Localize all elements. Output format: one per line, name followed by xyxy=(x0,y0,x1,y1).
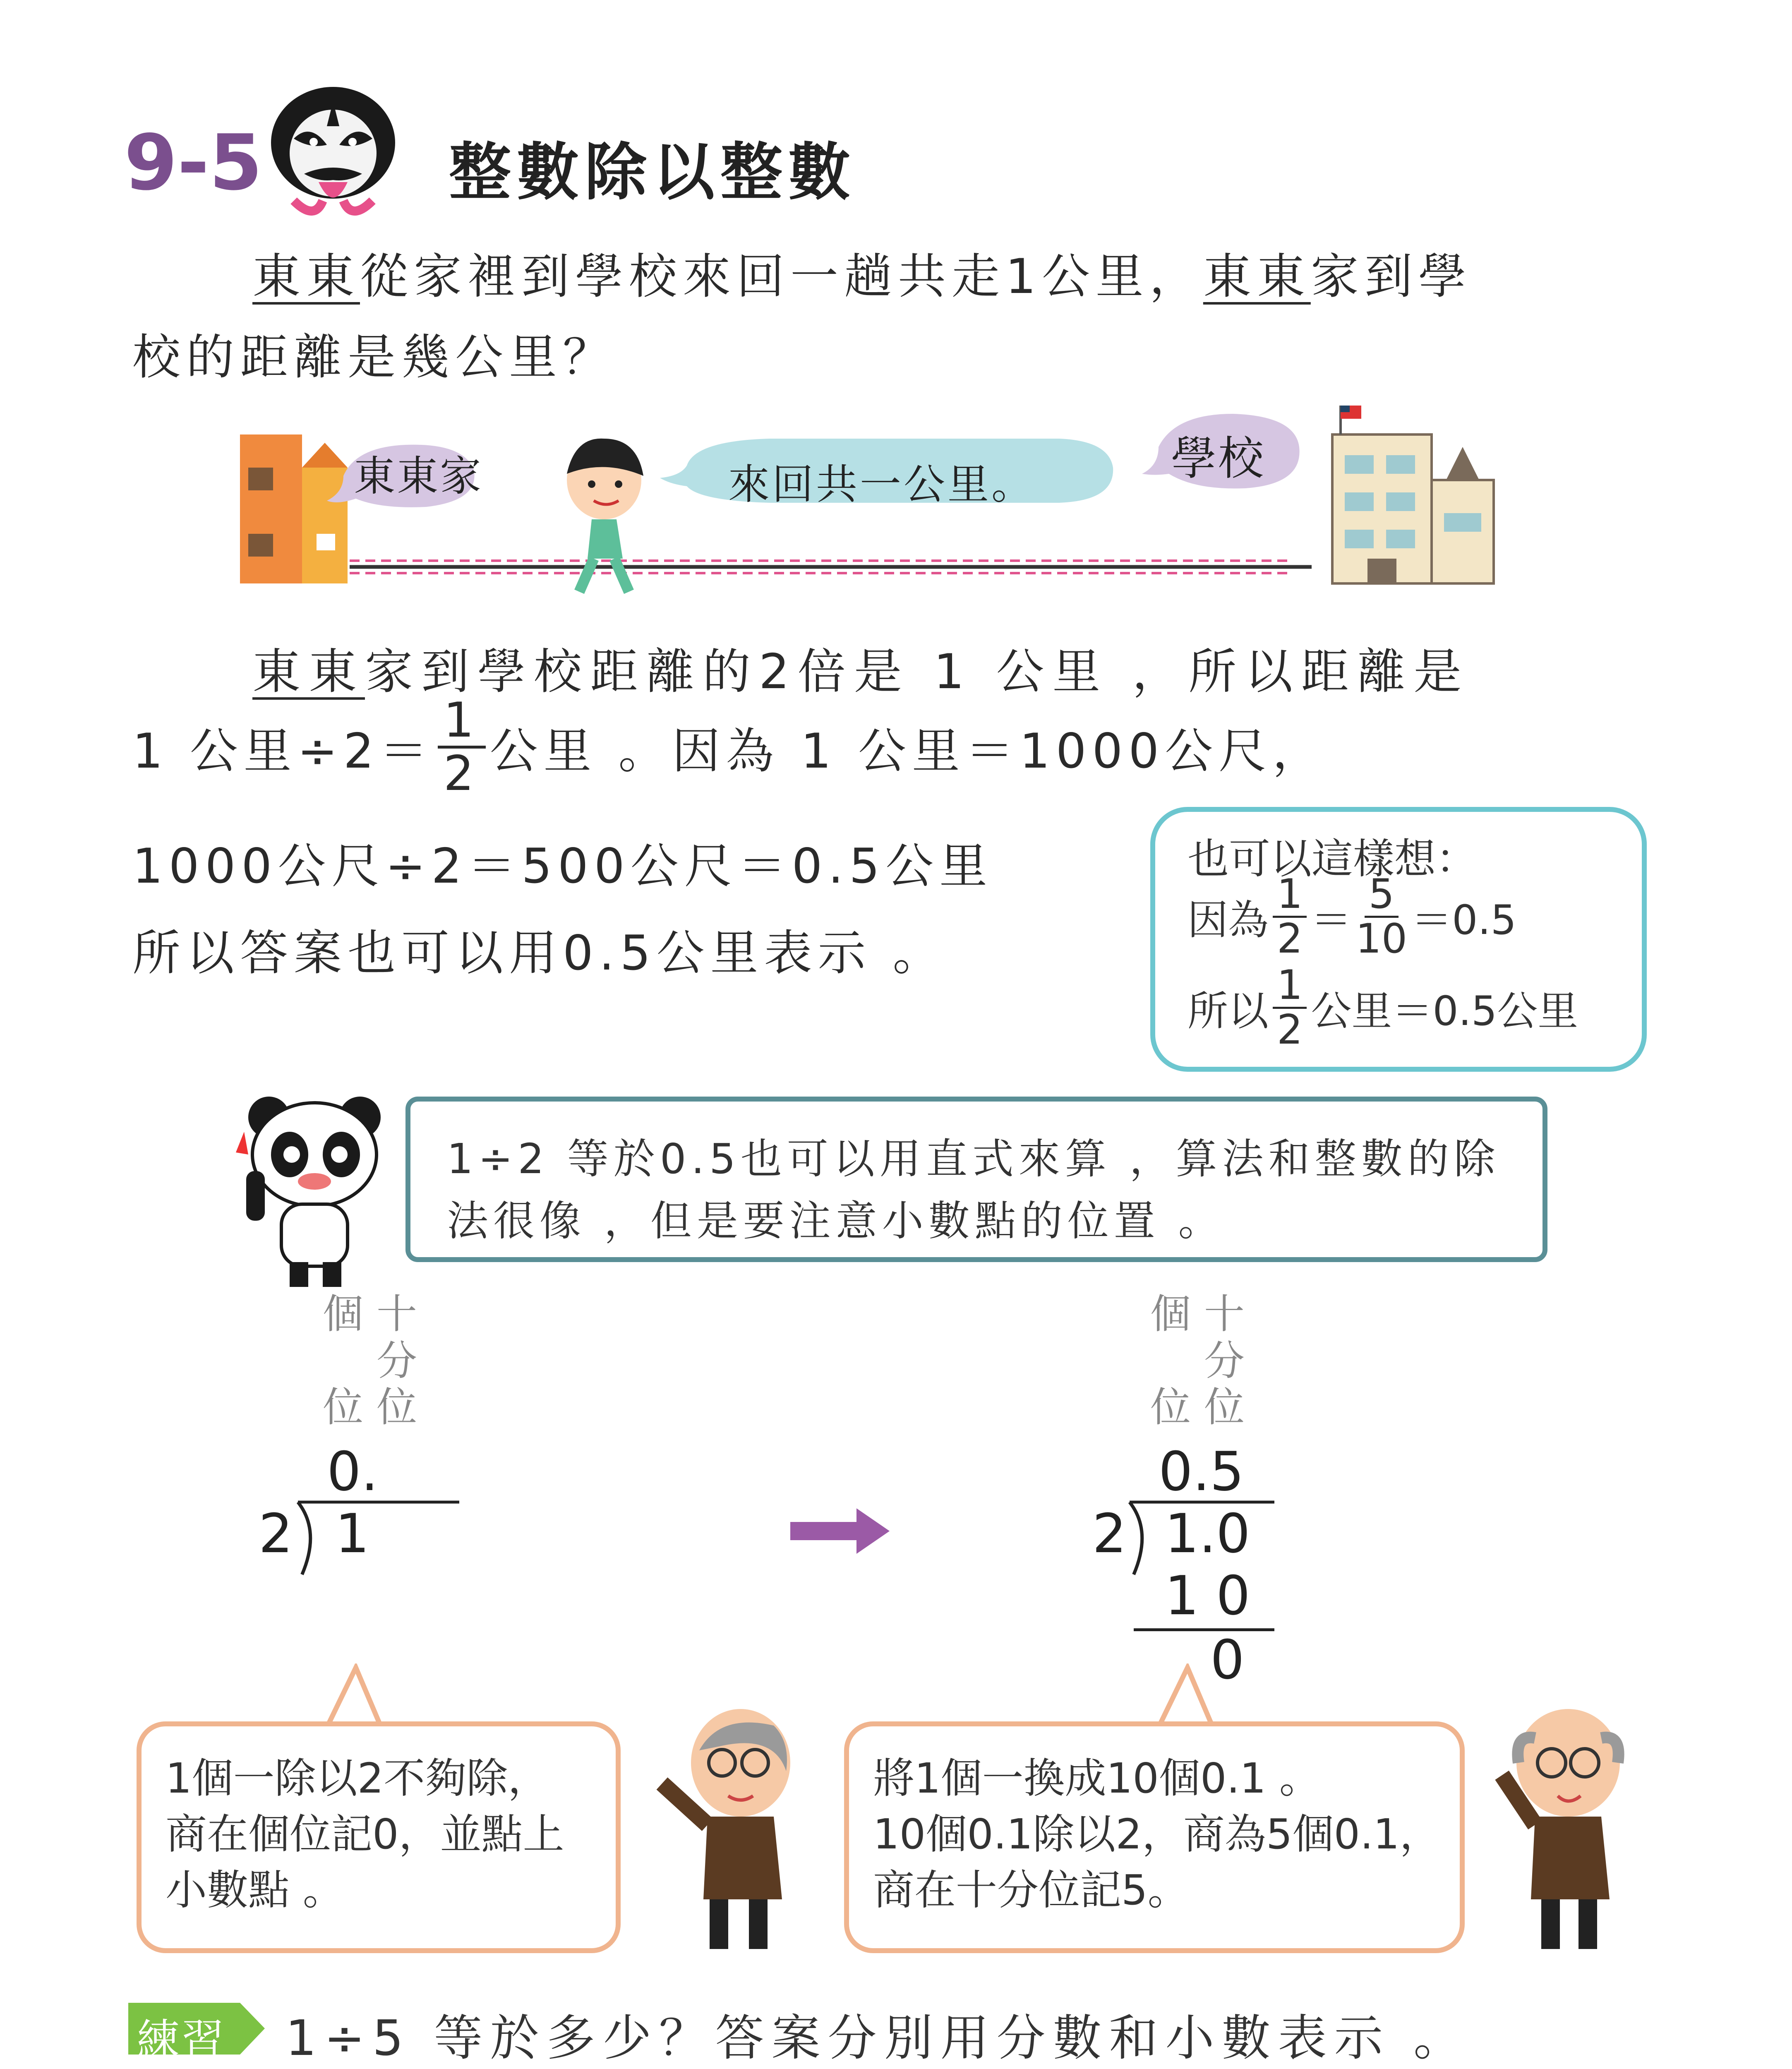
panda-icon xyxy=(223,1092,414,1291)
quotient: 0.5 xyxy=(1159,1440,1244,1503)
school-bubble-text: 學校 xyxy=(1171,432,1265,485)
practice-tag-label: 練習 xyxy=(137,2015,226,2065)
explanation-text: 公里 。因為 1 公里＝1000公尺， xyxy=(489,723,1327,779)
kid-bubble-text: 來回共一公里。 xyxy=(728,460,1035,509)
problem-text: 從家裡到學校來回一趟共走 xyxy=(360,249,1005,305)
fraction-denominator: 2 xyxy=(1277,915,1303,962)
place-label-tenths: 十 分 位 xyxy=(377,1291,417,1431)
place-label-tenths: 十 分 位 xyxy=(1204,1291,1245,1431)
fraction-numerator: 1 xyxy=(438,695,486,749)
grandpa-waving-icon xyxy=(1473,1701,1663,1957)
practice-question: 1÷5 等於多少？答案分別用分數和小數表示 。 xyxy=(285,2009,1470,2067)
fraction-numerator: 5 xyxy=(1365,873,1399,918)
fraction-denominator: 2 xyxy=(1277,1006,1303,1054)
section-number: 9-5 xyxy=(124,118,263,207)
fraction-one-half xyxy=(1273,873,1307,960)
think-box-line-3 xyxy=(1187,962,1578,1054)
explanation-line-4: 所以答案也可以用0.5公里表示 。 xyxy=(132,925,947,981)
character-name: 東東 xyxy=(1203,249,1311,305)
character-name: 東東 xyxy=(252,644,365,700)
problem-line-2: 校的距離是幾公里？ xyxy=(132,329,617,385)
dividend: 1.0 xyxy=(1165,1502,1250,1565)
think-text: ＝0.5 xyxy=(1411,896,1516,944)
think-text: 所以 xyxy=(1187,987,1269,1035)
character-name: 東東 xyxy=(252,249,360,305)
problem-line-1 xyxy=(252,238,1472,307)
division-bracket xyxy=(290,1498,463,1581)
explanation-text: 1 公里÷2＝ xyxy=(132,723,434,779)
note-left-text: 1個一除以2不夠除， 商在個位記0，並點上 小數點 。 xyxy=(166,1754,564,1914)
fraction-numerator: 1 xyxy=(1273,964,1307,1009)
problem-number: 1 xyxy=(1005,249,1042,305)
explanation-line-1 xyxy=(252,633,1470,702)
think-box-title: 也可以這樣想： xyxy=(1187,835,1477,883)
think-text: 因為 xyxy=(1187,896,1269,944)
think-text: ＝ xyxy=(1311,896,1352,944)
fraction-denominator: 10 xyxy=(1355,915,1408,962)
remainder: 0 xyxy=(1210,1628,1245,1691)
fraction-one-half xyxy=(438,692,486,802)
school-icon xyxy=(1332,406,1494,583)
divisor: 2 xyxy=(1092,1502,1127,1565)
problem-text: 公里， xyxy=(1041,249,1203,305)
practice-tag xyxy=(128,2003,265,2065)
think-text: 公里＝0.5公里 xyxy=(1311,987,1578,1035)
problem-text: 家到學 xyxy=(1310,249,1472,305)
quotient: 0. xyxy=(327,1440,379,1503)
divisor: 2 xyxy=(259,1502,293,1565)
fraction-five-tenths xyxy=(1355,873,1407,960)
home-bubble-text: 東東家 xyxy=(354,452,483,500)
place-label-ones: 個 位 xyxy=(323,1291,364,1431)
dividend: 1 xyxy=(335,1502,369,1565)
fraction-denominator: 2 xyxy=(443,745,480,802)
section-title: 整數除以整數 xyxy=(449,137,856,209)
fraction-numerator: 1 xyxy=(1273,873,1307,918)
think-box-line-2 xyxy=(1187,873,1516,960)
note-right-text: 將1個一換成10個0.1 。 10個0.1除以2，商為5個0.1， 商在十分位記5。 xyxy=(873,1754,1441,1914)
grandpa-pointing-icon xyxy=(637,1701,828,1957)
house-icon xyxy=(240,434,348,583)
partial-product: 1 0 xyxy=(1165,1564,1250,1627)
subtraction-line xyxy=(1134,1628,1274,1631)
panda-bubble-line-1: 1÷2 等於0.5也可以用直式來算 ，算法和整數的除 xyxy=(447,1135,1500,1183)
opera-mask-icon xyxy=(265,77,401,230)
arrow-right-icon xyxy=(786,1502,894,1560)
place-label-ones: 個 位 xyxy=(1150,1291,1191,1431)
panda-bubble-line-2: 法很像 ，但是要注意小數點的位置 。 xyxy=(447,1197,1225,1245)
explanation-line-2 xyxy=(132,692,1327,802)
explanation-text: 家到學校距離的2倍是 1 公里 ，所以距離是 xyxy=(365,644,1470,700)
explanation-line-3: 1000公尺÷2＝500公尺＝0.5公里 xyxy=(132,838,993,894)
fraction-one-half xyxy=(1273,962,1307,1054)
